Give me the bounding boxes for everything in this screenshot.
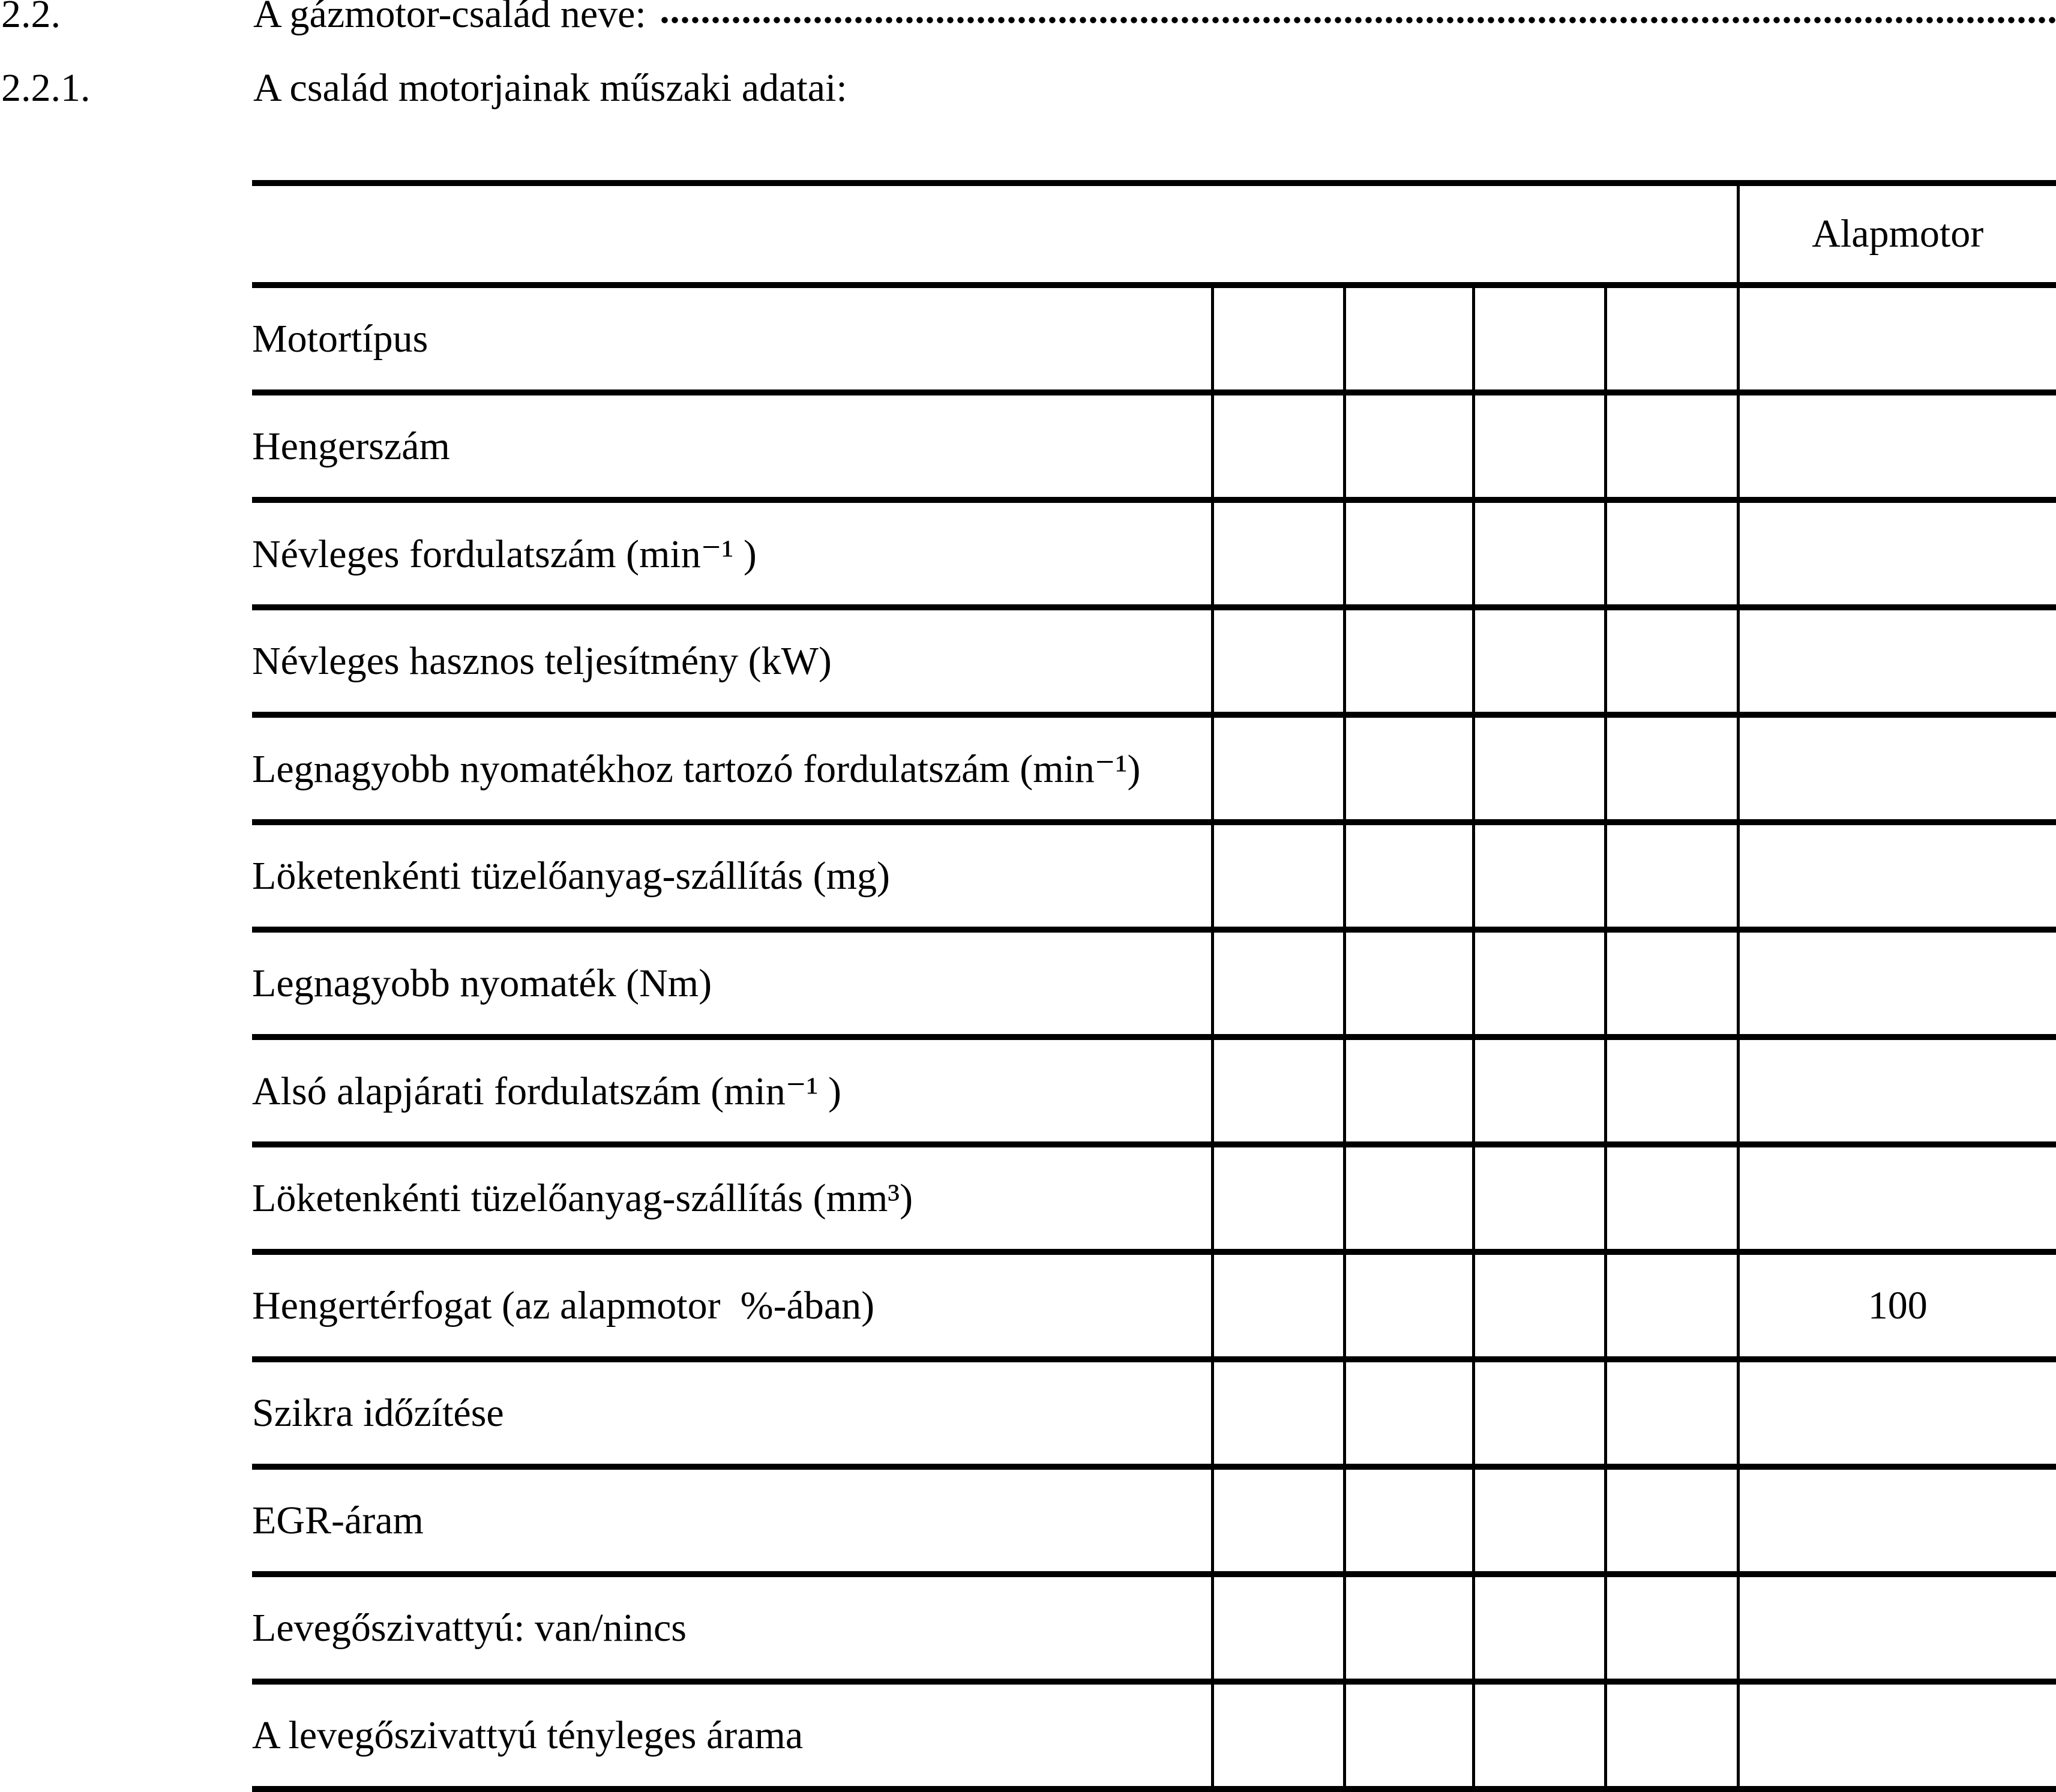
empty-cell [1344,715,1473,822]
row-label: EGR-áram [252,1498,424,1542]
table-row [252,1574,2056,1682]
empty-cell [1344,607,1473,715]
empty-cell [1344,392,1473,500]
empty-cell [1212,500,1344,607]
section-number: 2.2. [1,0,61,36]
empty-cell [1344,1252,1473,1359]
alapmotor-value-cell [1738,930,2056,1037]
empty-cell [1212,1359,1344,1467]
table-row [252,1037,2056,1144]
row-label: Levegőszivattyú: van/nincs [252,1605,687,1650]
empty-cell [1605,715,1738,822]
row-label: A levegőszivattyú tényleges árama [252,1713,804,1757]
row-label: Szikra időzítése [252,1391,504,1435]
alapmotor-value-cell [1738,715,2056,822]
section-body [253,0,2056,34]
alapmotor-value-cell: 100 [1738,1252,2056,1359]
empty-cell [1212,607,1344,715]
empty-cell [1605,1037,1738,1144]
alapmotor-value-cell [1738,1037,2056,1144]
alapmotor-value-cell [1738,1574,2056,1682]
section-label: A család motorjainak műszaki adatai: [253,66,847,110]
empty-cell [1605,1574,1738,1682]
empty-cell [1473,1252,1605,1359]
table-row [252,1682,2056,1789]
empty-cell [1605,1682,1738,1789]
table-row [252,500,2056,607]
alapmotor-value-cell [1738,500,2056,607]
table-row [252,1359,2056,1467]
row-label: Alsó alapjárati fordulatszám (min⁻¹ ) [252,1069,841,1113]
empty-cell [1605,822,1738,930]
engine-family-spec-table [252,180,2056,1792]
table-row [252,285,2056,392]
alapmotor-value-cell [1738,822,2056,930]
empty-cell [1212,285,1344,392]
header-empty-cell [252,183,1738,285]
empty-cell [1344,1574,1473,1682]
table-row [252,1252,2056,1359]
empty-cell [1605,1467,1738,1574]
empty-cell [1212,392,1344,500]
empty-cell [1212,1037,1344,1144]
empty-cell [1344,822,1473,930]
section-2-2 [0,0,2056,34]
empty-cell [1473,1682,1605,1789]
table-row [252,822,2056,930]
table-row [252,392,2056,500]
empty-cell [1473,285,1605,392]
empty-cell [1473,1359,1605,1467]
empty-cell [1473,1144,1605,1252]
alapmotor-value-cell [1738,607,2056,715]
empty-cell [1605,500,1738,607]
empty-cell [1473,930,1605,1037]
empty-cell [1473,607,1605,715]
empty-cell [1605,930,1738,1037]
alapmotor-value-cell [1738,1467,2056,1574]
section-2-2-1 [0,68,2056,108]
empty-cell [1605,1252,1738,1359]
empty-cell [1212,1574,1344,1682]
table-row [252,1144,2056,1252]
row-label: Hengertérfogat (az alapmotor %-ában) [252,1283,875,1327]
dotted-fill-in-leader [660,16,2056,23]
row-label: Löketenkénti tüzelőanyag-szállítás (mg) [252,853,890,898]
alapmotor-value-cell [1738,1359,2056,1467]
empty-cell [1473,500,1605,607]
empty-cell [1212,1467,1344,1574]
empty-cell [1473,1467,1605,1574]
alapmotor-value-cell [1738,392,2056,500]
row-label: Motortípus [252,316,428,361]
table-body [252,285,2056,1789]
empty-cell [1605,285,1738,392]
empty-cell [1212,930,1344,1037]
table-header-row [252,183,2056,285]
empty-cell [1212,1144,1344,1252]
row-label: Löketenkénti tüzelőanyag-szállítás (mm³) [252,1176,913,1220]
empty-cell [1344,500,1473,607]
header-alapmotor-cell: Alapmotor [1738,183,2056,285]
empty-cell [1344,1359,1473,1467]
empty-cell [1473,715,1605,822]
empty-cell [1344,285,1473,392]
table-row [252,715,2056,822]
table-row [252,930,2056,1037]
alapmotor-value-cell [1738,285,2056,392]
alapmotor-value-cell [1738,1144,2056,1252]
row-label: Legnagyobb nyomatékhoz tartozó fordulatszám (min⁻¹) [252,747,1141,791]
empty-cell [1473,822,1605,930]
empty-cell [1473,1037,1605,1144]
empty-cell [1605,1144,1738,1252]
section-label: A gázmotor-család neve: [253,0,646,36]
empty-cell [1212,1682,1344,1789]
empty-cell [1605,392,1738,500]
empty-cell [1605,1359,1738,1467]
empty-cell [1344,1144,1473,1252]
empty-cell [1473,1574,1605,1682]
section-number: 2.2.1. [1,66,91,110]
empty-cell [1344,1467,1473,1574]
row-label: Névleges hasznos teljesítmény (kW) [252,639,832,683]
row-label: Névleges fordulatszám (min⁻¹ ) [252,532,757,576]
table-row [252,1467,2056,1574]
empty-cell [1473,392,1605,500]
row-label: Hengerszám [252,424,450,468]
empty-cell [1344,1682,1473,1789]
empty-cell [1212,822,1344,930]
empty-cell [1212,1252,1344,1359]
section-body [253,68,2056,108]
alapmotor-value-cell [1738,1682,2056,1789]
table-row [252,607,2056,715]
empty-cell [1605,607,1738,715]
empty-cell [1344,930,1473,1037]
empty-cell [1212,715,1344,822]
row-label: Legnagyobb nyomaték (Nm) [252,961,712,1005]
empty-cell [1344,1037,1473,1144]
